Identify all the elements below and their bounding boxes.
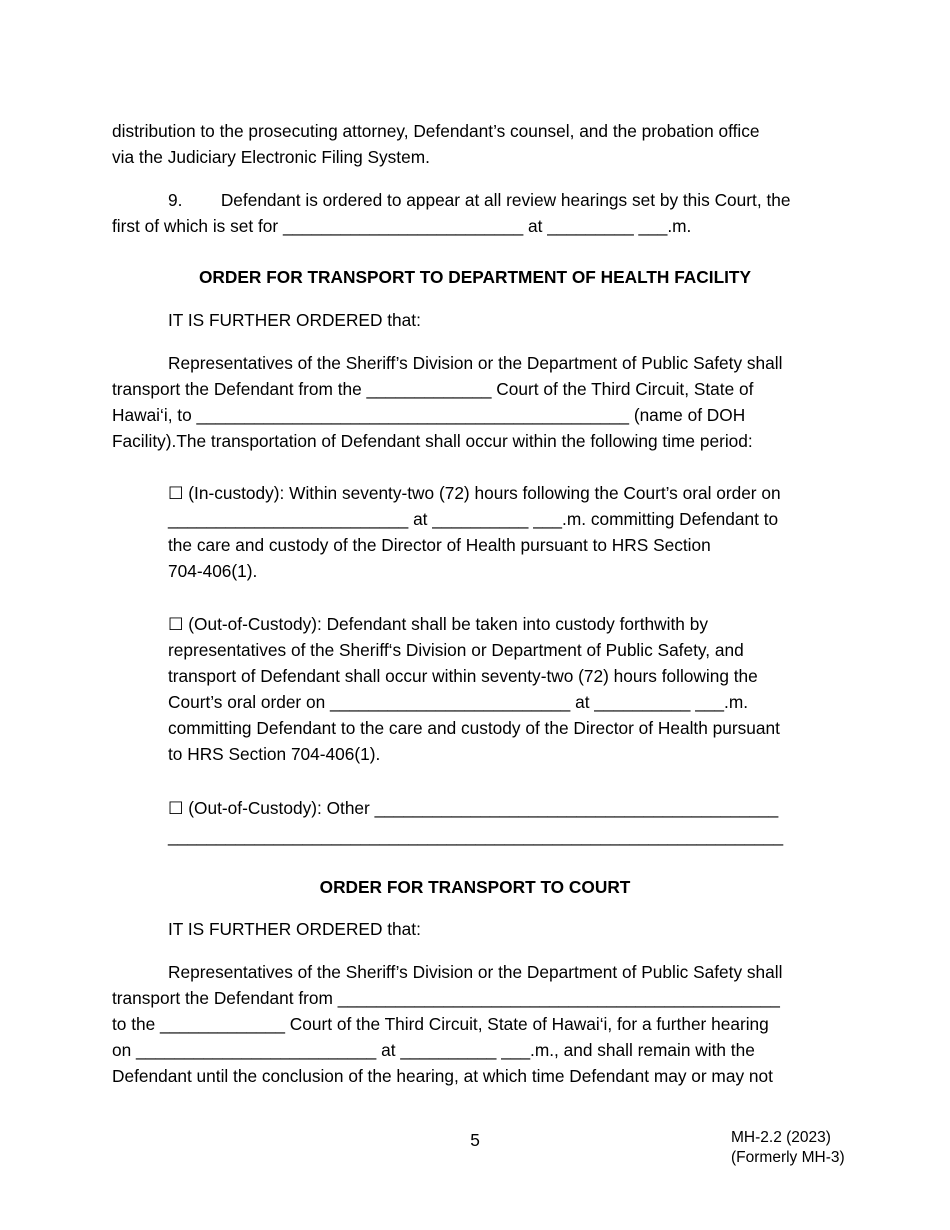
option-out-of-custody-line-3: transport of Defendant shall occur within seventy-two (72) hours following the xyxy=(168,666,758,686)
section-heading-doh-transport: ORDER FOR TRANSPORT TO DEPARTMENT OF HEALTH FACILITY xyxy=(198,267,752,287)
intro-line-2: via the Judiciary Electronic Filing System. xyxy=(112,147,430,167)
option-out-of-custody-line-5: committing Defendant to the care and custody of the Director of Health pursuant xyxy=(168,718,780,738)
option-out-of-custody-line-2: representatives of the Sheriff‘s Division or Department of Public Safety, and xyxy=(168,640,744,660)
option-out-of-custody-line-4: Court’s oral order on _________________________ at __________ ___.m. xyxy=(168,692,749,712)
section-heading-court-transport: ORDER FOR TRANSPORT TO COURT xyxy=(319,877,631,897)
page-number: 5 xyxy=(470,1130,480,1150)
doh-paragraph-line-1: Representatives of the Sheriff’s Division or the Department of Public Safety shall xyxy=(168,353,783,373)
option-in-custody-line-4: 704-406(1). xyxy=(168,561,258,581)
option-other-line-2: ________________________________________________________________ xyxy=(168,826,784,846)
option-out-of-custody-line-1: ☐ (Out-of-Custody): Defendant shall be taken into custody forthwith by xyxy=(168,614,708,634)
option-in-custody-line-1: ☐ (In-custody): Within seventy-two (72) hours following the Court’s oral order on xyxy=(168,483,781,503)
intro-line-1: distribution to the prosecuting attorney, Defendant’s counsel, and the probation office xyxy=(112,121,760,141)
doh-paragraph-line-2: transport the Defendant from the _____________ Court of the Third Circuit, State of xyxy=(112,379,754,399)
court-paragraph-line-2: transport the Defendant from ______________________________________________ xyxy=(112,988,780,1008)
form-formerly: (Formerly MH-3) xyxy=(731,1149,845,1166)
doh-paragraph-line-4: Facility).The transportation of Defendant shall occur within the following time period: xyxy=(112,431,753,451)
court-paragraph-line-1: Representatives of the Sheriff’s Division or the Department of Public Safety shall xyxy=(168,962,783,982)
doh-paragraph-line-3: Hawai‘i, to _____________________________________________ (name of DOH xyxy=(112,405,746,425)
option-other-line-1: ☐ (Out-of-Custody): Other __________________________________________ xyxy=(168,798,779,818)
court-paragraph-line-3: to the _____________ Court of the Third Circuit, State of Hawai‘i, for a further hearing xyxy=(112,1014,769,1034)
option-in-custody-line-3: the care and custody of the Director of Health pursuant to HRS Section xyxy=(168,535,711,555)
form-id: MH-2.2 (2023) xyxy=(731,1129,831,1146)
further-ordered-2: IT IS FURTHER ORDERED that: xyxy=(168,919,421,939)
court-paragraph-line-5: Defendant until the conclusion of the hearing, at which time Defendant may or may not xyxy=(112,1066,773,1086)
paragraph-9-line-2: first of which is set for _________________________ at _________ ___.m. xyxy=(112,216,692,236)
court-paragraph-line-4: on _________________________ at __________ ___.m., and shall remain with the xyxy=(112,1040,755,1060)
paragraph-9-line-1: 9. Defendant is ordered to appear at all review hearings set by this Court, the xyxy=(168,190,791,210)
option-out-of-custody-line-6: to HRS Section 704-406(1). xyxy=(168,744,381,764)
option-in-custody-line-2: _________________________ at __________ ___.m. committing Defendant to xyxy=(168,509,779,529)
further-ordered-1: IT IS FURTHER ORDERED that: xyxy=(168,310,421,330)
